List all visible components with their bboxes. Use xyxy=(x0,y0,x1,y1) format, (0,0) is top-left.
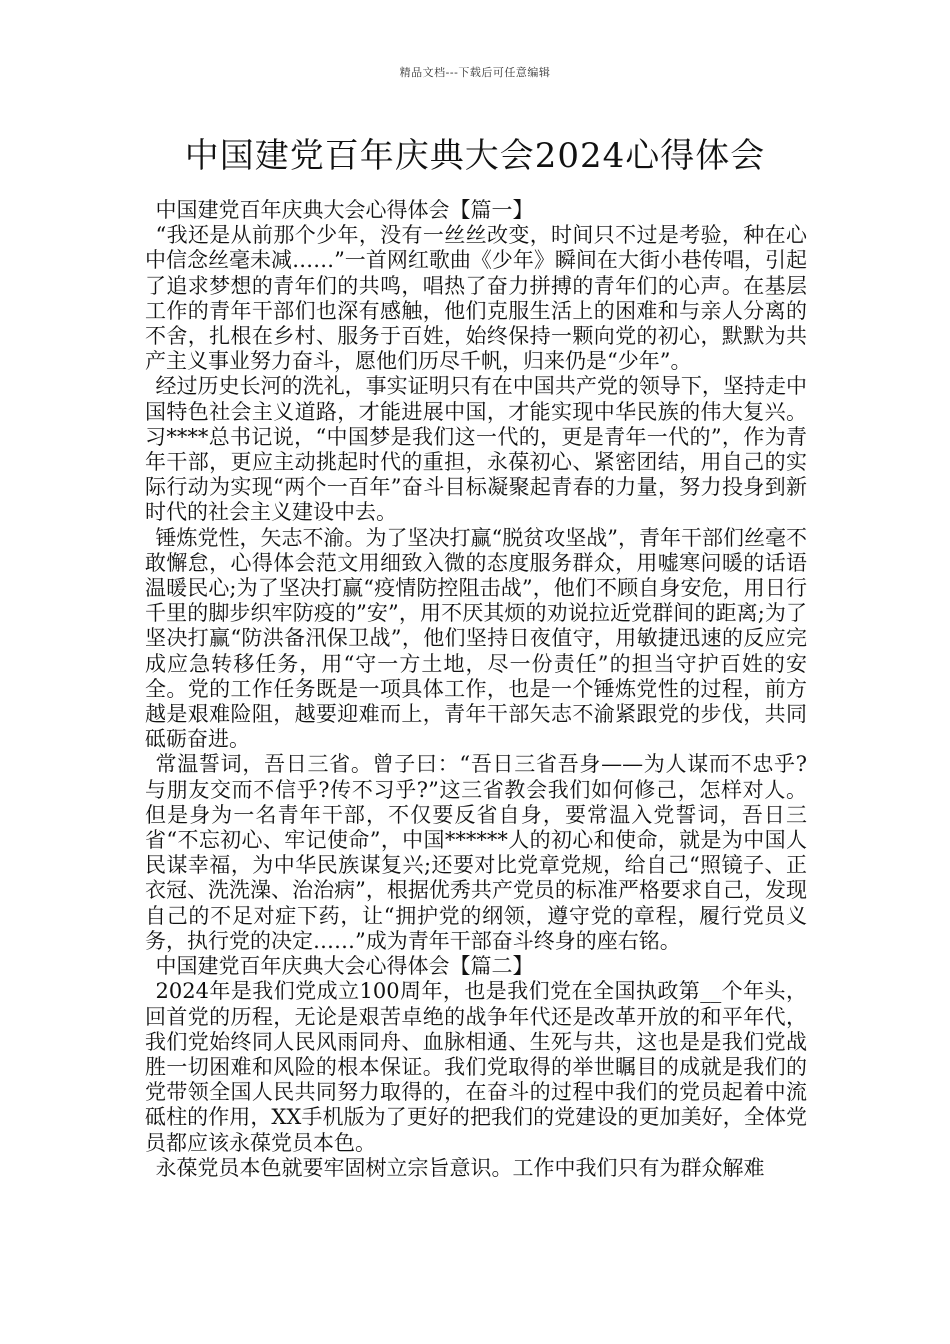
paragraph: 2024年是我们党成立100周年，也是我们党在全国执政第__个年头，回首党的历程，无论是艰苦卓绝的战争年代还是改革开放的和平年代，我们党始终同人民风雨同舟、血脉相通、生死与共，这也是是我们党战胜一切困难和风险的根本保证。我们党取得的举世瞩目的成就是我们的党带领全国人民共同努力取得的，在奋斗的过程中我们的党员起着中流砥柱的作用，XX手机版为了更好的把我们的党建设的更加美好，全体党员都应该永葆党员本色。 xyxy=(145,979,807,1155)
header-note: 精品文档---下载后可任意编辑 xyxy=(399,66,551,79)
document-title: 中国建党百年庆典大会2024心得体会 xyxy=(184,136,766,176)
paragraph: 常温誓词，吾日三省。曾子曰：“吾日三省吾身——为人谋而不忠乎?与朋友交而不信乎?传不习乎?”这三省教会我们如何修己，怎样对人。但是身为一名青年干部，不仅要反省自身，要常温入党誓词，吾日三省“不忘初心、牢记使命”，中国******人的初心和使命，就是为中国人民谋幸福，为中华民族谋复兴;还要对比党章党规，给自己“照镜子、正衣冠、洗洗澡、治治病”，根据优秀共产党员的标准严格要求自己，发现自己的不足对症下药，让“拥护党的纲领，遵守党的章程，履行党员义务，执行党的决定……”成为青年干部奋斗终身的座右铭。 xyxy=(145,752,807,953)
paragraph: 经过历史长河的洗礼，事实证明只有在中国共产党的领导下，坚持走中国特色社会主义道路，才能进展中国，才能实现中华民族的伟大复兴。习****总书记说，“中国梦是我们这一代的，更是青年一代的”，作为青年干部，更应主动挑起时代的重担，永葆初心、紧密团结，用自己的实际行动为实现“两个一百年”奋斗目标凝聚起青春的力量，努力投身到新时代的社会主义建设中去。 xyxy=(145,374,807,525)
paragraph: 锤炼党性，矢志不渝。为了坚决打赢“脱贫攻坚战”，青年干部们丝毫不敢懈怠，心得体会范文用细致入微的态度服务群众，用嘘寒问暖的话语温暖民心;为了坚决打赢“疫情防控阻击战”，他们不顾自身安危，用日行千里的脚步织牢防疫的”安”，用不厌其烦的劝说拉近党群间的距离;为了坚决打赢“防洪备汛保卫战”，他们坚持日夜值守，用敏捷迅速的反应完成应急转移任务，用“守一方土地，尽一份责任”的担当守护百姓的安全。党的工作任务既是一项具体工作，也是一个锤炼党性的过程，前方越是艰难险阻，越要迎难而上，青年干部矢志不渝紧跟党的步伐，共同砥砺奋进。 xyxy=(145,525,807,752)
paragraph: 永葆党员本色就要牢固树立宗旨意识。工作中我们只有为群众解难 xyxy=(155,1155,765,1180)
paragraph: “我还是从前那个少年，没有一丝丝改变，时间只不过是考验，种在心中信念丝毫未减……”一首网红歌曲《少年》瞬间在大街小巷传唱，引起了追求梦想的青年们的共鸣，唱热了奋力拼搏的青年们的心声。在基层工作的青年干部们也深有感触，他们克服生活上的困难和与亲人分离的不舍，扎根在乡村、服务于百姓，始终保持一颗向党的初心，默默为共产主义事业努力奋斗，愿他们历尽千帆，归来仍是“少年”。 xyxy=(145,223,807,374)
document-body xyxy=(145,198,807,1181)
section-heading-2: 中国建党百年庆典大会心得体会【篇二】 xyxy=(155,954,534,979)
section-heading-1: 中国建党百年庆典大会心得体会【篇一】 xyxy=(155,198,534,222)
